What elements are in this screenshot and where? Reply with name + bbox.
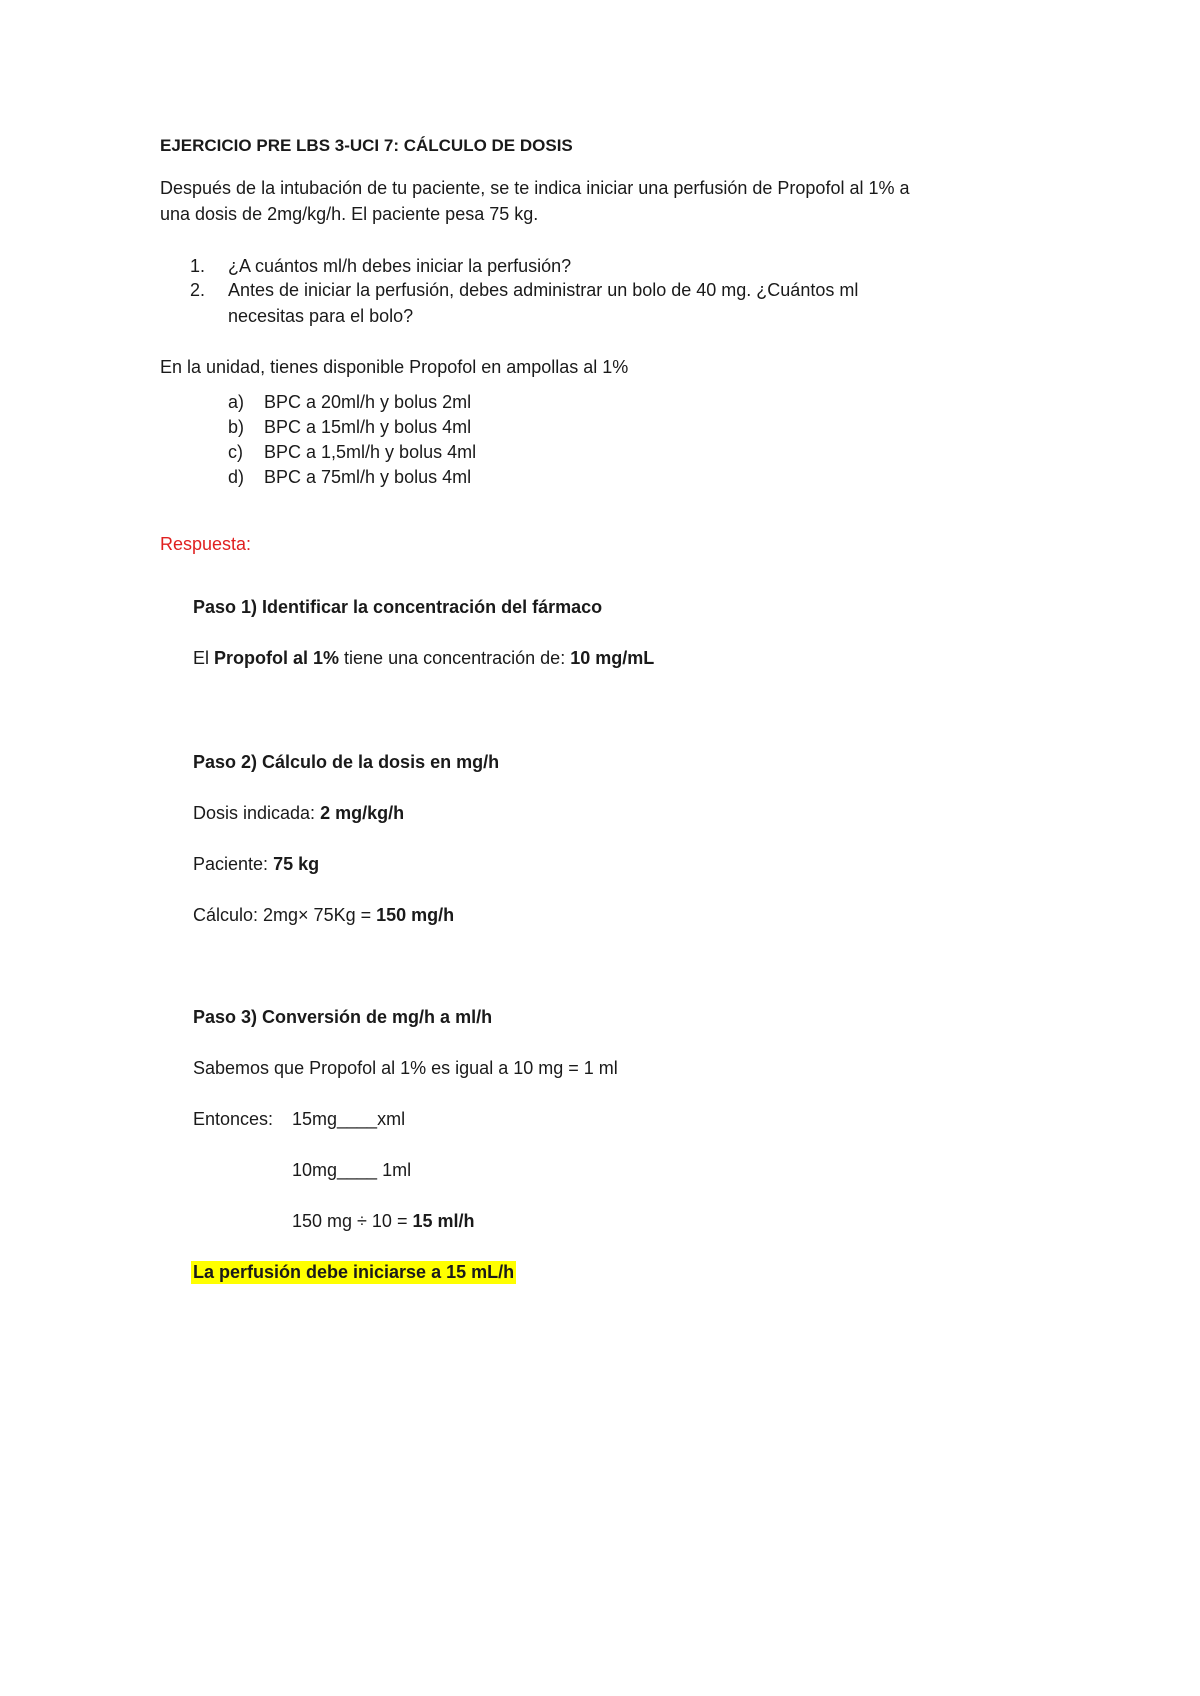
answer-label: Respuesta: <box>160 534 252 554</box>
option-c <box>228 440 476 464</box>
step2-dose: Dosis indicada: 2 mg/kg/h <box>193 803 405 823</box>
question-text: Antes de iniciar la perfusión, debes administrar un bolo de 40 mg. ¿Cuántos ml <box>228 280 859 300</box>
intro-line-2: una dosis de 2mg/kg/h. El paciente pesa 75 kg. <box>160 204 539 224</box>
availability-text: En la unidad, tienes disponible Propofol en ampollas al 1% <box>160 357 629 377</box>
option-b <box>228 415 471 439</box>
option-letter: d) <box>228 467 245 487</box>
option-text: BPC a 75ml/h y bolus 4ml <box>264 467 472 487</box>
option-text: BPC a 15ml/h y bolus 4ml <box>264 417 472 437</box>
option-text: BPC a 1,5ml/h y bolus 4ml <box>264 442 477 462</box>
option-letter: b) <box>228 417 245 437</box>
question-text: ¿A cuántos ml/h debes iniciar la perfusión? <box>228 256 572 276</box>
step3-known: Sabemos que Propofol al 1% es igual a 10 mg = 1 ml <box>193 1058 618 1078</box>
step3-then-label: Entonces: <box>193 1109 274 1129</box>
option-a <box>228 390 471 414</box>
conclusion-text: La perfusión debe iniciarse a 15 mL/h <box>193 1262 515 1282</box>
step3-heading: Paso 3) Conversión de mg/h a ml/h <box>193 1007 493 1027</box>
step2-calculation: Cálculo: 2mg× 75Kg = 150 mg/h <box>193 905 455 925</box>
step1-concentration: El Propofol al 1% tiene una concentración de: 10 mg/mL <box>193 648 655 668</box>
step3-rule-row-1: 15mg____xml <box>292 1109 406 1129</box>
document-title: EJERCICIO PRE LBS 3-UCI 7: CÁLCULO DE DOSIS <box>160 136 573 155</box>
question-number: 2. <box>190 280 206 300</box>
option-letter: c) <box>228 442 243 462</box>
option-text: BPC a 20ml/h y bolus 2ml <box>264 392 472 412</box>
step2-heading: Paso 2) Cálculo de la dosis en mg/h <box>193 752 500 772</box>
step1-heading: Paso 1) Identificar la concentración del fármaco <box>193 597 603 617</box>
option-d <box>228 465 471 489</box>
conclusion-highlight <box>191 1260 516 1284</box>
question-2-continuation: necesitas para el bolo? <box>228 306 414 326</box>
question-1 <box>190 254 571 278</box>
question-2 <box>190 278 858 302</box>
step2-patient: Paciente: 75 kg <box>193 854 320 874</box>
intro-line-1: Después de la intubación de tu paciente, se te indica iniciar una perfusión de Propofol al 1% a <box>160 178 910 198</box>
option-letter: a) <box>228 392 245 412</box>
step3-rule-row-2: 10mg____ 1ml <box>292 1160 412 1180</box>
step3-result: 150 mg ÷ 10 = 15 ml/h <box>292 1211 475 1231</box>
question-number: 1. <box>190 256 206 276</box>
